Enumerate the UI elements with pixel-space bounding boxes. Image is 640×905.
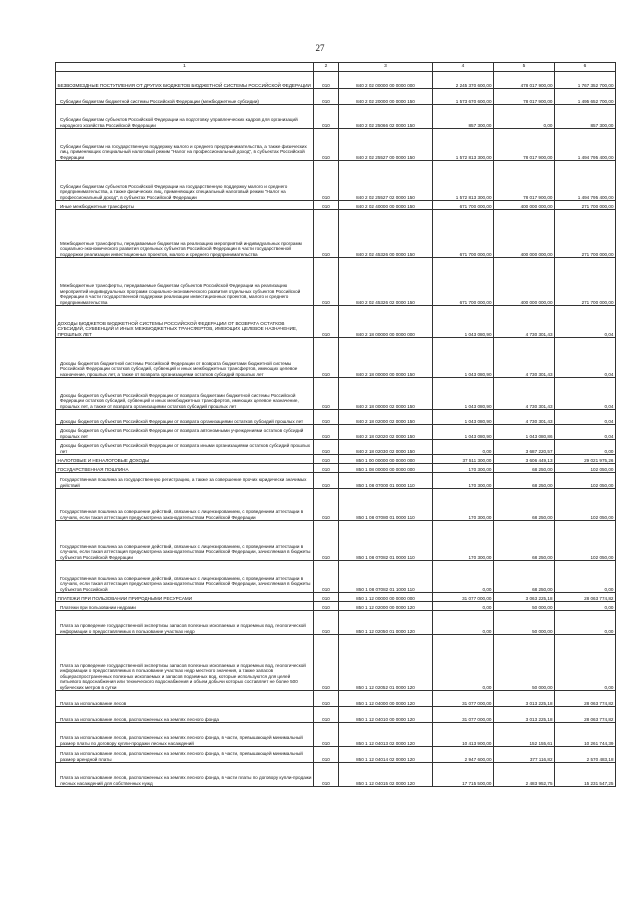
row-value-col5: 3 013 225,18 [494, 691, 555, 707]
row-value-col5: 78 017 900,00 [494, 161, 555, 201]
row-name: Межбюджетные трансферты, передаваемые бюджетам на реализацию мероприятий индивидуальных программ социально-экономического развития отдельных субъектов Российской Федерации в части государственной поддержки реализации инвестиционных проектов, малого и среднего предпринимательства [56, 210, 314, 258]
row-value-col5: 68 250,00 [494, 464, 555, 473]
row-value-col6: 271 700 000,00 [555, 258, 616, 306]
row-value-col4: 1 043 080,90 [433, 378, 494, 410]
table-row [56, 691, 616, 707]
row-code: 010 [314, 455, 339, 464]
row-code: 010 [314, 410, 339, 425]
row-value-col5: 3 687 220,57 [494, 440, 555, 455]
row-code: 010 [314, 691, 339, 707]
row-value-col6: 2 570 483,18 [555, 747, 616, 763]
row-name: Доходы бюджетов бюджетной системы Российской Федерации от возврата бюджетами бюджетной системы Российской Федерации остатков субсидий, субвенций и иных межбюджетных трансфертов, имеющих целевое назначение, прошлых лет, а также от возврата организациями остатков субсидий прошлых лет [56, 338, 314, 378]
row-value-col5: 400 000 000,00 [494, 201, 555, 210]
row-value-col6: 10 261 744,39 [555, 723, 616, 747]
row-value-col6: 271 700 000,00 [555, 201, 616, 210]
row-name: Субсидии бюджетам на государственную поддержку малого и среднего предпринимательства, а также физических лиц, применяющих специальный налоговый режим "Налог на профессиональный доход", в субъектах Российской Федерации [56, 129, 314, 161]
row-value-col5: 3 013 225,18 [494, 707, 555, 723]
row-value-col6: 102 050,00 [555, 464, 616, 473]
row-value-col4: 170 300,00 [433, 521, 494, 561]
row-code: 010 [314, 72, 339, 89]
row-value-col4: 1 572 813 300,00 [433, 129, 494, 161]
row-value-col4: 1 043 080,90 [433, 410, 494, 425]
row-kbk: 840 2 02 45326 00 0000 150 [339, 210, 433, 258]
row-value-col4: 1 043 080,90 [433, 425, 494, 440]
row-kbk: 850 1 12 04000 00 0000 120 [339, 691, 433, 707]
row-value-col5: 4 730 301,43 [494, 306, 555, 338]
row-value-col6: 28 063 774,82 [555, 707, 616, 723]
row-name: ГОСУДАРСТВЕННАЯ ПОШЛИНА [56, 464, 314, 473]
row-name: Плата за проведение государственной экспертизы запасов полезных ископаемых и подземных вод, геологической информации о предоставляемых в пользование участках недр местного значения, а также запасов общераспространенных полезных ископаемых и запасов подземных вод, которые используются для целей питьевого водоснабжения или технического водоснабжения и объем добычи которых составляет не более 500 кубических метров в сутки [56, 635, 314, 691]
row-name: Государственная пошлина за совершение действий, связанных с лицензированием, с проведением аттестации в случаях, если такая аттестация предусмотрена законодательством Российской Федерации, зачисляемая в бюджеты субъектов Российской Федерации [56, 521, 314, 561]
row-value-col6: 0,00 [555, 561, 616, 593]
column-header: 4 [433, 63, 494, 72]
row-value-col6: 29 021 975,26 [555, 455, 616, 464]
table-row [56, 611, 616, 635]
row-value-col5: 400 000 000,00 [494, 210, 555, 258]
row-value-col6: 102 050,00 [555, 521, 616, 561]
row-code: 010 [314, 201, 339, 210]
row-value-col6: 102 050,00 [555, 489, 616, 521]
row-code: 010 [314, 338, 339, 378]
row-code: 010 [314, 635, 339, 691]
row-kbk: 840 2 18 02020 02 0000 150 [339, 425, 433, 440]
row-kbk: 850 1 12 04010 00 0000 120 [339, 707, 433, 723]
row-value-col4: 170 300,00 [433, 489, 494, 521]
row-value-col4: 671 700 000,00 [433, 201, 494, 210]
row-value-col6: 0,04 [555, 338, 616, 378]
row-value-col4: 1 043 080,90 [433, 306, 494, 338]
row-value-col4: 0,00 [433, 440, 494, 455]
row-code: 010 [314, 521, 339, 561]
row-value-col4: 857 300,00 [433, 105, 494, 129]
row-code: 010 [314, 378, 339, 410]
row-value-col4: 170 300,00 [433, 473, 494, 489]
row-value-col5: 4 730 301,43 [494, 378, 555, 410]
row-code: 010 [314, 561, 339, 593]
table-row [56, 464, 616, 473]
row-kbk: 850 1 08 07000 01 0000 110 [339, 473, 433, 489]
table-row [56, 425, 616, 440]
row-name: Субсидии бюджетам субъектов Российской Федерации на подготовку управленческих кадров для организаций народного хозяйства Российской Федерации [56, 105, 314, 129]
table-row [56, 338, 616, 378]
table-row [56, 593, 616, 602]
row-value-col5: 78 017 900,00 [494, 89, 555, 105]
row-kbk: 850 1 08 07082 01 1000 110 [339, 561, 433, 593]
row-value-col6: 1 494 795 400,00 [555, 161, 616, 201]
row-name: Плата за проведение государственной экспертизы запасов полезных ископаемых и подземных вод, геологической информации о предоставляемых в пользование участках недр [56, 611, 314, 635]
row-value-col5: 50 000,00 [494, 602, 555, 611]
table-row [56, 105, 616, 129]
row-name: Доходы бюджетов субъектов Российской Федерации от возврата иными организациями остатков субсидий прошлых лет [56, 440, 314, 455]
row-value-col6: 102 050,00 [555, 473, 616, 489]
row-value-col4: 671 700 000,00 [433, 258, 494, 306]
row-value-col4: 2 947 600,00 [433, 747, 494, 763]
row-kbk: 850 1 12 00000 00 0000 000 [339, 593, 433, 602]
row-value-col4: 0,00 [433, 635, 494, 691]
row-name: Государственная пошлина за совершение действий, связанных с лицензированием, с проведением аттестации в случаях, если такая аттестация предусмотрена законодательством Российской Федерации, зачисляемая в бюджеты субъектов Российской [56, 561, 314, 593]
row-kbk: 850 1 12 02050 01 0000 120 [339, 611, 433, 635]
row-value-col4: 31 077 000,00 [433, 691, 494, 707]
table-row [56, 747, 616, 763]
row-value-col4: 31 077 000,00 [433, 707, 494, 723]
row-name: Государственная пошлина за государственную регистрацию, а также за совершение прочих юридически значимых действий [56, 473, 314, 489]
row-code: 010 [314, 89, 339, 105]
row-kbk: 840 2 18 02030 02 0000 150 [339, 440, 433, 455]
row-name: Плата за использование лесов, расположенных на землях лесного фонда, в части, превышающей минимальный размер платы по договору купли-продажи лесных насаждений [56, 723, 314, 747]
row-kbk: 850 1 08 00000 00 0000 000 [339, 464, 433, 473]
row-name: Межбюджетные трансферты, передаваемые бюджетам субъектов Российской Федерации на реализацию мероприятий индивидуальных программ социально-экономического развития отдельных субъектов Российской Федерации в части государственной поддержки реализации инвестиционных проектов, малого и среднего предпринимательства [56, 258, 314, 306]
row-code: 010 [314, 723, 339, 747]
row-value-col5: 68 250,00 [494, 473, 555, 489]
row-value-col6: 857 300,00 [555, 105, 616, 129]
row-value-col6: 0,04 [555, 378, 616, 410]
row-name: Субсидии бюджетам бюджетной системы Российской Федерации (межбюджетные субсидии) [56, 89, 314, 105]
row-kbk: 840 2 18 00000 02 0000 150 [339, 378, 433, 410]
income-table [55, 62, 616, 787]
row-value-col6: 271 700 000,00 [555, 210, 616, 258]
table-row [56, 473, 616, 489]
row-code: 010 [314, 258, 339, 306]
row-kbk: 840 2 02 40000 00 0000 150 [339, 201, 433, 210]
row-value-col4: 671 700 000,00 [433, 210, 494, 258]
row-value-col4: 170 300,00 [433, 464, 494, 473]
row-name: ДОХОДЫ БЮДЖЕТОВ БЮДЖЕТНОЙ СИСТЕМЫ РОССИЙСКОЙ ФЕДЕРАЦИИ ОТ ВОЗВРАТА ОСТАТКОВ СУБСИДИЙ, СУБВЕНЦИЙ И ИНЫХ МЕЖБЮДЖЕТНЫХ ТРАНСФЕРТОВ, ИМЕЮЩИХ ЦЕЛЕВОЕ НАЗНАЧЕНИЕ, ПРОШЛЫХ ЛЕТ [56, 306, 314, 338]
table-row [56, 635, 616, 691]
table-row [56, 201, 616, 210]
row-value-col6: 28 063 774,82 [555, 691, 616, 707]
row-code: 010 [314, 161, 339, 201]
row-kbk: 840 2 02 25066 02 0000 150 [339, 105, 433, 129]
row-kbk: 840 2 02 25527 02 0000 150 [339, 161, 433, 201]
row-value-col5: 0,00 [494, 105, 555, 129]
column-header: 3 [339, 63, 433, 72]
row-kbk: 840 2 18 02000 02 0000 150 [339, 410, 433, 425]
column-header: 2 [314, 63, 339, 72]
row-value-col5: 1 043 080,86 [494, 425, 555, 440]
page-number: 27 [315, 43, 325, 53]
row-name: Плата за использование лесов, расположенных на землях лесного фонда, в части, превышающей минимальный размер арендной платы [56, 747, 314, 763]
row-name: Платежи при пользовании недрами [56, 602, 314, 611]
table-row [56, 723, 616, 747]
row-name: Плата за использование лесов, расположенных на землях лесного фонда [56, 707, 314, 723]
row-value-col6: 1 494 795 400,00 [555, 129, 616, 161]
row-kbk: 850 1 12 04015 02 0000 120 [339, 763, 433, 787]
table-row [56, 763, 616, 787]
row-kbk: 850 1 08 07080 01 0000 110 [339, 489, 433, 521]
row-name: Иные межбюджетные трансферты [56, 201, 314, 210]
row-code: 010 [314, 707, 339, 723]
row-value-col6: 0,00 [555, 440, 616, 455]
row-code: 010 [314, 210, 339, 258]
row-kbk: 850 1 12 04013 02 0000 120 [339, 723, 433, 747]
row-value-col5: 50 000,00 [494, 635, 555, 691]
row-code: 010 [314, 489, 339, 521]
row-code: 010 [314, 593, 339, 602]
table-row [56, 258, 616, 306]
row-value-col5: 68 250,00 [494, 561, 555, 593]
row-name: НАЛОГОВЫЕ И НЕНАЛОГОВЫЕ ДОХОДЫ [56, 455, 314, 464]
row-value-col6: 0,00 [555, 635, 616, 691]
row-kbk: 840 2 18 00000 00 0000 000 [339, 306, 433, 338]
row-code: 010 [314, 105, 339, 129]
row-value-col6: 28 063 774,82 [555, 593, 616, 602]
table-row [56, 210, 616, 258]
row-value-col5: 3 063 225,18 [494, 593, 555, 602]
row-value-col6: 0,04 [555, 306, 616, 338]
row-kbk: 840 2 18 00000 00 0000 150 [339, 338, 433, 378]
row-value-col4: 0,00 [433, 602, 494, 611]
row-name: БЕЗВОЗМЕЗДНЫЕ ПОСТУПЛЕНИЯ ОТ ДРУГИХ БЮДЖЕТОВ БЮДЖЕТНОЙ СИСТЕМЫ РОССИЙСКОЙ ФЕДЕРАЦИИ [56, 72, 314, 89]
row-value-col5: 50 000,00 [494, 611, 555, 635]
row-value-col5: 2 483 952,75 [494, 763, 555, 787]
row-kbk: 850 1 12 02052 01 0000 120 [339, 635, 433, 691]
row-value-col5: 4 730 301,43 [494, 338, 555, 378]
row-value-col4: 0,00 [433, 611, 494, 635]
table-row [56, 72, 616, 89]
row-code: 010 [314, 464, 339, 473]
column-header: 5 [494, 63, 555, 72]
row-kbk: 840 2 02 45326 02 0000 150 [339, 258, 433, 306]
table-row [56, 561, 616, 593]
row-value-col4: 2 245 370 600,00 [433, 72, 494, 89]
row-value-col6: 1 767 352 700,00 [555, 72, 616, 89]
row-kbk: 840 2 02 25527 00 0000 150 [339, 129, 433, 161]
row-value-col5: 478 017 900,00 [494, 72, 555, 89]
row-code: 010 [314, 425, 339, 440]
row-name: Доходы бюджетов субъектов Российской Федерации от возврата бюджетами бюджетной системы Российской Федерации остатков субсидий, субвенций и иных межбюджетных трансфертов, имеющих целевое назначение, прошлых лет, а также от возврата организациями остатков субсидий прошлых лет [56, 378, 314, 410]
row-value-col4: 0,00 [433, 561, 494, 593]
table-row [56, 89, 616, 105]
column-header: 6 [555, 63, 616, 72]
row-value-col6: 0,00 [555, 611, 616, 635]
row-kbk: 840 2 02 20000 00 0000 150 [339, 89, 433, 105]
row-name: Доходы бюджетов субъектов Российской Федерации от возврата организациями остатков субсидий прошлых лет [56, 410, 314, 425]
table-header-row [56, 63, 616, 72]
row-name: Плата за использование лесов [56, 691, 314, 707]
row-kbk: 850 1 12 04014 02 0000 120 [339, 747, 433, 763]
row-value-col4: 10 413 900,00 [433, 723, 494, 747]
row-kbk: 850 1 08 07082 01 0000 110 [339, 521, 433, 561]
row-value-col5: 78 017 900,00 [494, 129, 555, 161]
row-kbk: 850 1 00 00000 00 0000 000 [339, 455, 433, 464]
row-code: 010 [314, 440, 339, 455]
row-code: 010 [314, 611, 339, 635]
row-value-col5: 68 250,00 [494, 489, 555, 521]
table-row [56, 489, 616, 521]
row-value-col5: 3 606 449,13 [494, 455, 555, 464]
row-name: Плата за использование лесов, расположенных на землях лесного фонда, в части платы по договору купли-продажи лесных насаждений для собственных нужд [56, 763, 314, 787]
table-row [56, 602, 616, 611]
row-value-col6: 0,04 [555, 425, 616, 440]
row-value-col5: 377 116,82 [494, 747, 555, 763]
table-row [56, 455, 616, 464]
table-row [56, 410, 616, 425]
row-value-col6: 1 495 652 700,00 [555, 89, 616, 105]
row-value-col4: 1 043 080,90 [433, 338, 494, 378]
row-code: 010 [314, 602, 339, 611]
row-code: 010 [314, 473, 339, 489]
row-value-col6: 15 231 547,25 [555, 763, 616, 787]
row-code: 010 [314, 747, 339, 763]
column-header: 1 [56, 63, 314, 72]
row-code: 010 [314, 763, 339, 787]
table-row [56, 306, 616, 338]
table-row [56, 129, 616, 161]
row-value-col4: 17 715 500,00 [433, 763, 494, 787]
row-value-col6: 0,00 [555, 602, 616, 611]
row-value-col4: 1 573 670 600,00 [433, 89, 494, 105]
table-row [56, 161, 616, 201]
row-kbk: 850 1 12 02000 00 0000 120 [339, 602, 433, 611]
row-value-col5: 68 250,00 [494, 521, 555, 561]
row-kbk: 840 2 02 00000 00 0000 000 [339, 72, 433, 89]
row-name: ПЛАТЕЖИ ПРИ ПОЛЬЗОВАНИИ ПРИРОДНЫМИ РЕСУРСАМИ [56, 593, 314, 602]
row-value-col5: 4 730 301,43 [494, 410, 555, 425]
table-row [56, 440, 616, 455]
row-value-col6: 0,04 [555, 410, 616, 425]
table-row [56, 707, 616, 723]
row-value-col5: 400 000 000,00 [494, 258, 555, 306]
table-row [56, 521, 616, 561]
row-name: Доходы бюджетов субъектов Российской Федерации от возврата автономными учреждениями остатков субсидий прошлых лет [56, 425, 314, 440]
row-value-col5: 152 155,61 [494, 723, 555, 747]
row-value-col4: 37 511 300,00 [433, 455, 494, 464]
row-value-col4: 31 077 000,00 [433, 593, 494, 602]
row-code: 010 [314, 306, 339, 338]
row-name: Государственная пошлина за совершение действий, связанных с лицензированием, с проведением аттестации в случаях, если такая аттестация предусмотрена законодательством Российской Федерации [56, 489, 314, 521]
row-value-col4: 1 572 813 300,00 [433, 161, 494, 201]
row-code: 010 [314, 129, 339, 161]
row-name: Субсидии бюджетам субъектов Российской Федерации на государственную поддержку малого и среднего предпринимательства, а также физических лиц, применяющих специальный налоговый режим "Налог на профессиональный доход", в субъектах Российской Федерации [56, 161, 314, 201]
table-row [56, 378, 616, 410]
